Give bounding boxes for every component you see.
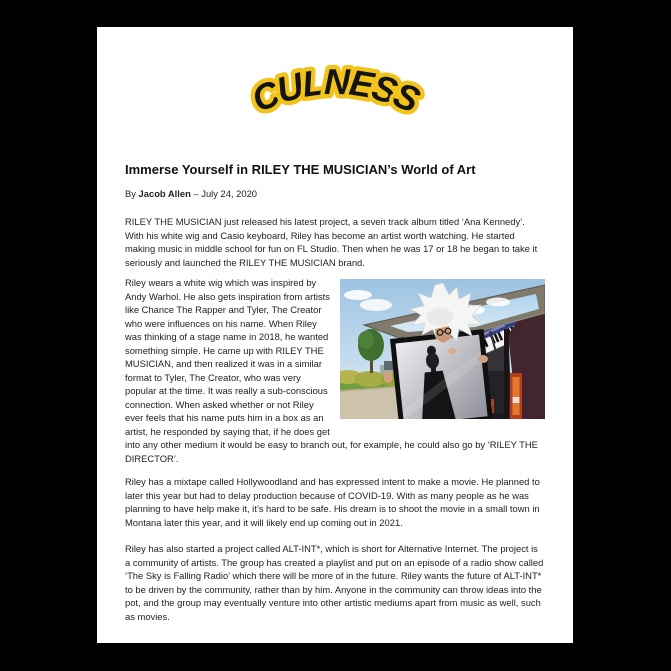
paragraph-intro: RILEY THE MUSICIAN just released his latest project, a seven track album titled ‘Ana Kennedy’. With his white wig and Casio keyboard, Riley has become an artist worth watching. He started making music in middle school for fun on FL Studio. Then when he was 17 or 18 he began to take it seriously and launched the RILEY THE MUSICIAN brand.	[125, 216, 538, 268]
framed-portrait-graphic	[390, 329, 493, 419]
article-title: Immerse Yourself in RILEY THE MUSICIAN’s World of Art	[125, 162, 476, 177]
media-row	[125, 276, 545, 465]
article-photo	[340, 279, 545, 419]
byline-author: Jacob Allen	[138, 188, 191, 199]
article-page	[97, 27, 573, 643]
byline-date: – July 24, 2020	[190, 188, 258, 199]
culness-logo-text: CULNESS	[245, 60, 425, 121]
paragraph-mixtape-movie: Riley has a mixtape called Hollywoodland and has expressed intent to make a movie. He planned to later this year but had to delay production because of COVID-19. With as many people as he was planning to have help make it, it’s hard to be safe. His dream is to shoot the movie in a small town in Montana later this year, and it will likely end up coming out in 2021.	[125, 476, 540, 528]
byline-prefix: By	[125, 188, 139, 199]
paragraph-alt-int: Riley has also started a project called ALT-INT*, which is short for Alternative Internet. The project is a community of artists. The group has created a playlist and put on an episode of a radio show called ‘The Sky is Falling Radio’ which there will be more of in the future. Riley wants the future of ALT-INT* to be driven by the community, rather than by him. Anyone in the community can throw ideas into the pot, and the group may eventually venture into other artistic mediums apart from music as well, such as movies.	[125, 543, 544, 622]
culness-logo	[242, 60, 428, 130]
svg-text:CULNESS	[246, 61, 426, 121]
byline	[125, 187, 545, 200]
paragraph-wig-story: Riley wears a white wig which was inspired by Andy Warhol. He also gets inspiration from artists like Chance The Rapper and Tyler, The Creator who were influences on his name. When Riley was thinking of a stage name in 2018, he wanted something simple. He came up with RILEY THE MUSICIAN, and then realized it was in a similar format to Tyler, The Creator, who was very popular at the time. It was really a sub-conscious connection. When asked whether or not Riley ever feels that his name puts him in a box as an artist, he responded by saying that, if he does get into any other medium it would be easy to branch out, for example, he could also go by ‘RILEY THE DIRECTOR’.	[125, 277, 538, 464]
